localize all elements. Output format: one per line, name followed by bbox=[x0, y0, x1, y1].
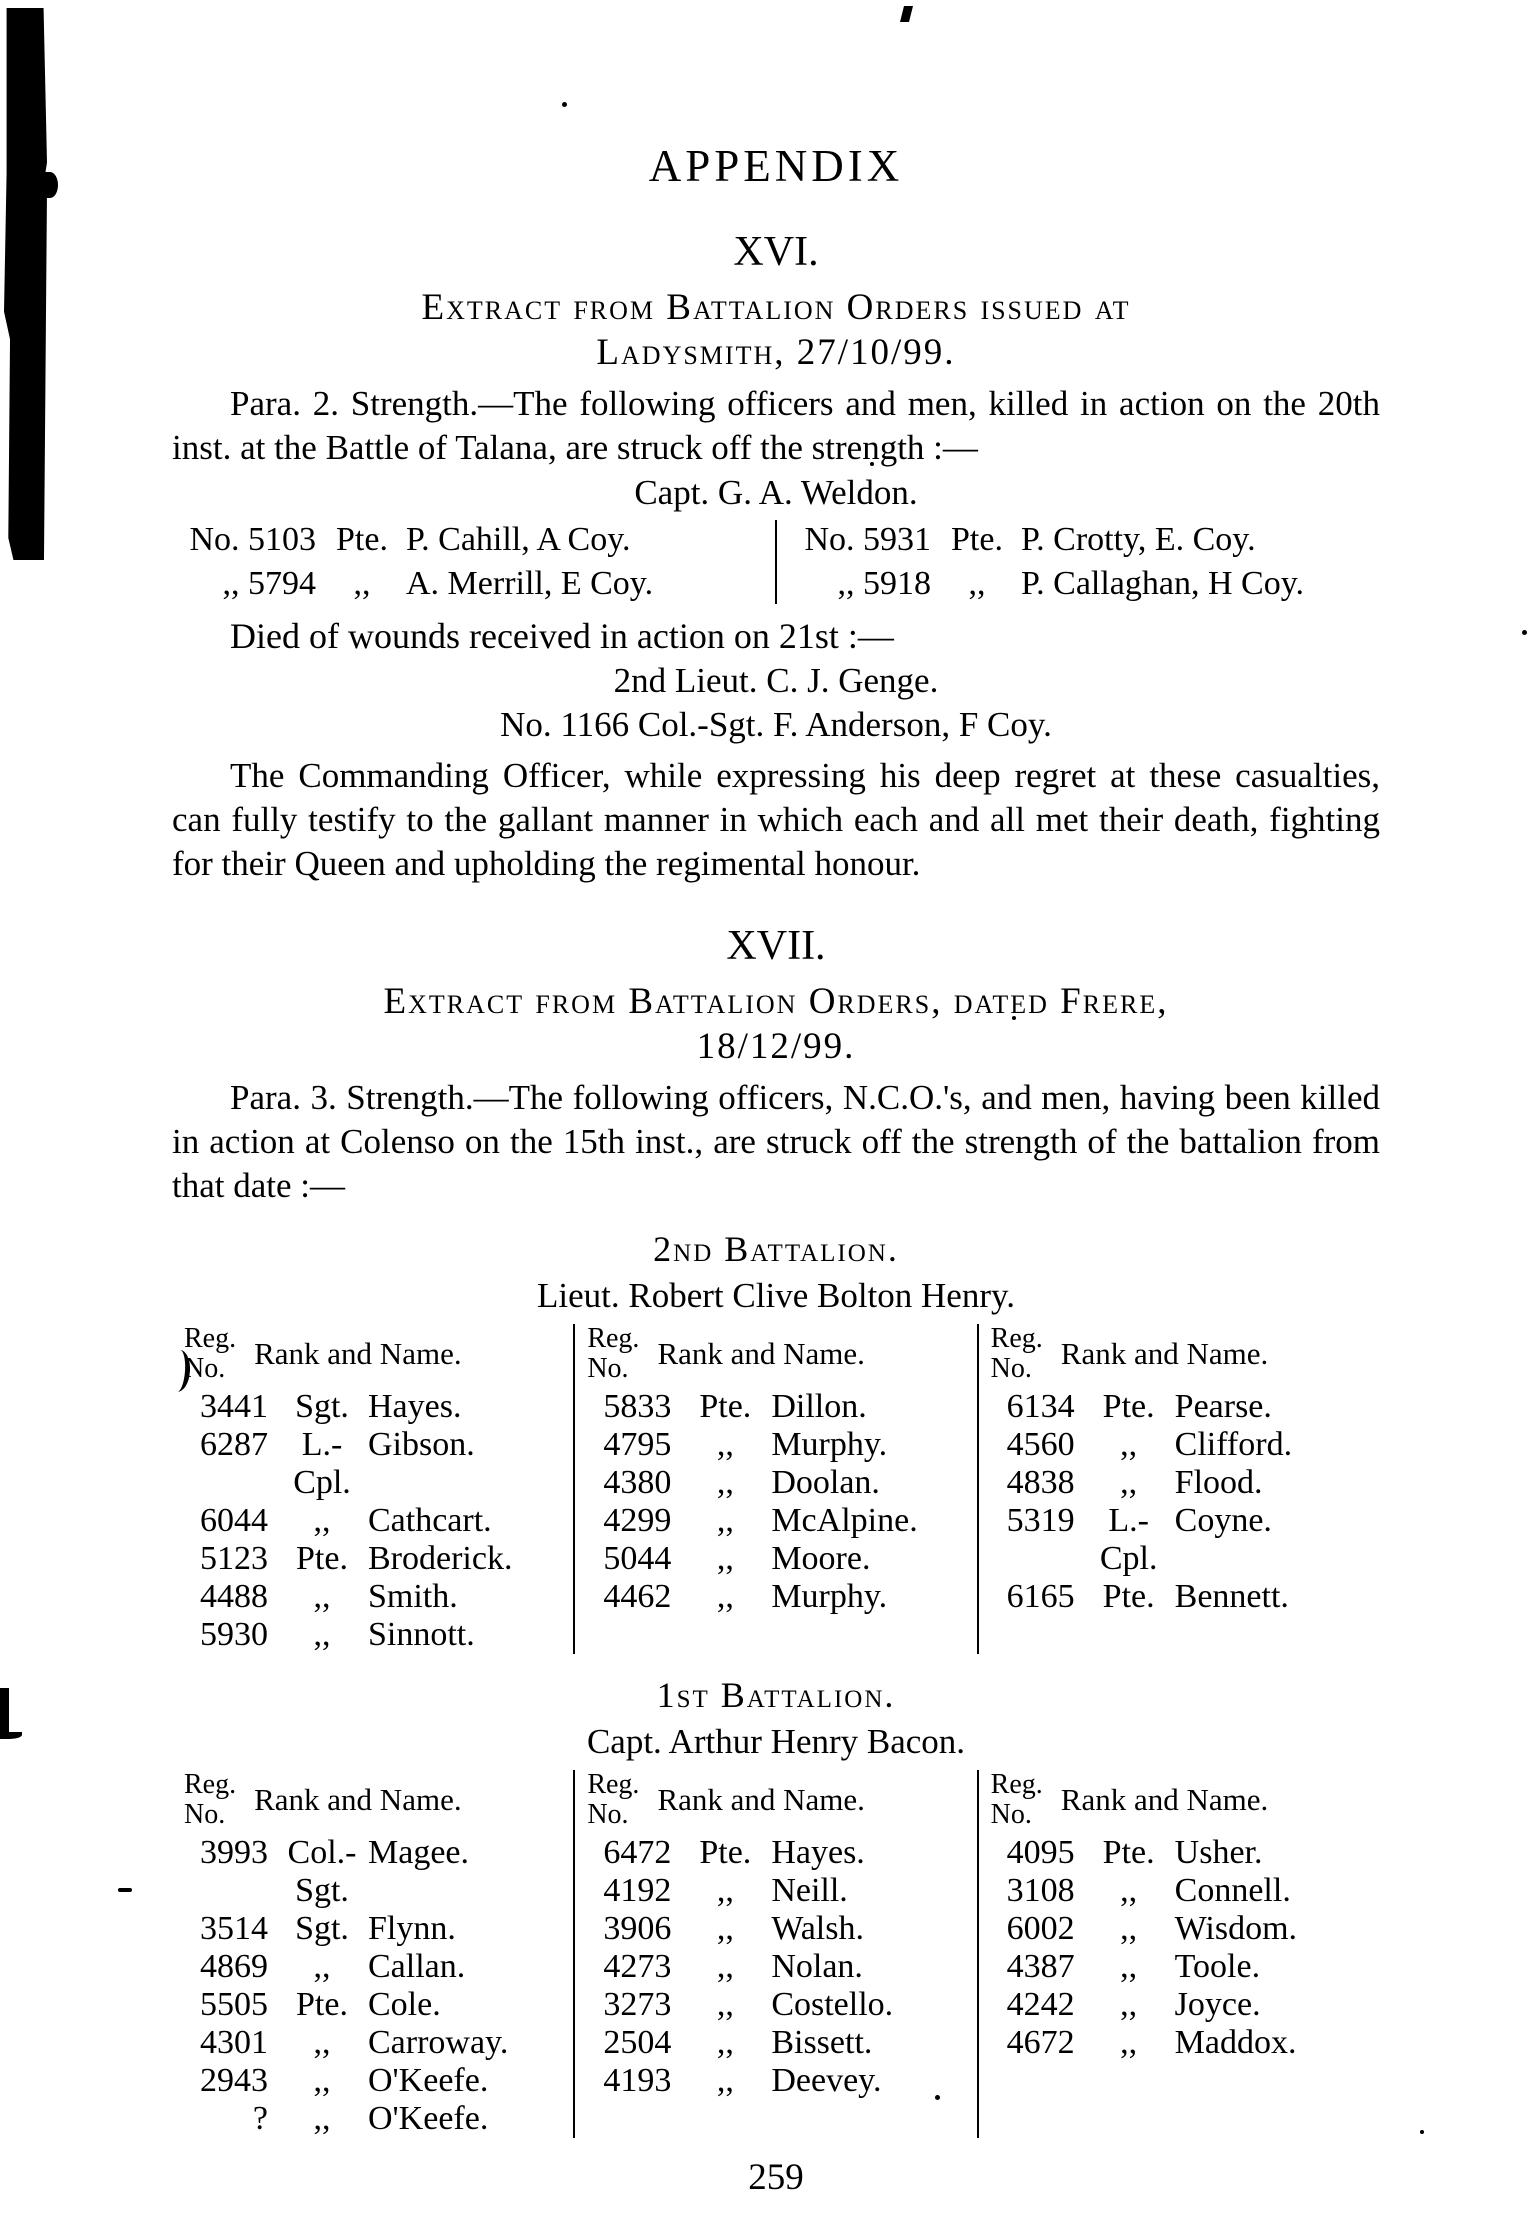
cell-name: Wisdom. bbox=[1174, 1910, 1298, 1947]
header-no-label: No. bbox=[184, 1353, 226, 1384]
header-rank-and-name: Rank and Name. bbox=[254, 1336, 462, 1371]
cell-rank: Pte. bbox=[1102, 1388, 1155, 1425]
cell-reg-no: 4242 bbox=[1006, 1986, 1075, 2023]
table-row bbox=[587, 1986, 968, 2024]
scan-artifact-bar bbox=[4, 8, 47, 560]
scan-artifact-bump bbox=[42, 172, 58, 198]
battalion-column bbox=[573, 1324, 976, 1654]
table-row bbox=[991, 1948, 1372, 1986]
cell-reg-no: 6165 bbox=[1006, 1578, 1075, 1615]
cell-reg-no: 3993 bbox=[200, 1834, 268, 1871]
table-row bbox=[991, 1910, 1372, 1948]
header-reg-no bbox=[184, 1324, 236, 1384]
cell-rank: ,, bbox=[1120, 1948, 1138, 1985]
cell-name: Toole. bbox=[1174, 1948, 1261, 1985]
cell-reg-no: 3273 bbox=[603, 1986, 672, 2023]
cell-name: Flood. bbox=[1174, 1464, 1263, 1501]
cell-name: Pearse. bbox=[1174, 1388, 1272, 1425]
casualty-rank: ,, bbox=[968, 565, 986, 602]
casualty-column-right bbox=[787, 518, 1380, 606]
table-row bbox=[184, 2062, 565, 2100]
cell-rank: ,, bbox=[313, 2100, 331, 2137]
scan-artifact-hook-foot bbox=[0, 1732, 22, 1739]
cell-reg-no: 4387 bbox=[1006, 1948, 1075, 1985]
cell-name: Hayes. bbox=[368, 1388, 462, 1425]
casualty-row bbox=[787, 518, 1380, 562]
cell-reg-no: 5123 bbox=[200, 1540, 268, 1577]
casualty-rank: ,, bbox=[353, 565, 371, 602]
cell-name: Sinnott. bbox=[368, 1616, 475, 1653]
cell-rank: Pte. bbox=[296, 1540, 348, 1577]
cell-name: Doolan. bbox=[771, 1464, 880, 1501]
cell-reg-no: 4869 bbox=[200, 1948, 268, 1985]
cell-rank: ,, bbox=[1120, 1986, 1138, 2023]
column-divider bbox=[775, 520, 777, 604]
table-row bbox=[991, 1502, 1372, 1578]
battalion-2nd-officer: Lieut. Robert Clive Bolton Henry. bbox=[537, 1276, 1015, 1315]
battalion-column bbox=[573, 1770, 976, 2138]
header-reg-label: Reg. bbox=[184, 1769, 237, 1800]
header-rank-and-name: Rank and Name. bbox=[1060, 1782, 1269, 1817]
table-row bbox=[184, 1426, 565, 1502]
cell-rank: ,, bbox=[716, 2024, 734, 2061]
header-reg-no bbox=[991, 1770, 1043, 1830]
cell-name: Bennett. bbox=[1174, 1578, 1289, 1615]
cell-name: Neill. bbox=[771, 1872, 848, 1909]
cell-name: Connell. bbox=[1174, 1872, 1291, 1909]
cell-name: O'Keefe. bbox=[368, 2062, 489, 2099]
table-header bbox=[184, 1324, 565, 1384]
casualty-rank: Pte. bbox=[951, 521, 1003, 558]
appendix-title: APPENDIX bbox=[648, 141, 904, 191]
cell-rank: ,, bbox=[1120, 1910, 1138, 1947]
table-row bbox=[587, 2062, 968, 2100]
para-strength-xvii: Para. 3. Strength.—The following officers, N.C.O.'s, and men, having been killed in action at Colenso on the 15th inst., are struck off the strength of the battalion from that date :— bbox=[172, 1078, 1380, 1205]
scan-artifact-dot bbox=[1522, 630, 1527, 635]
cell-rank: ,, bbox=[1120, 1426, 1138, 1463]
cell-reg-no: 4838 bbox=[1006, 1464, 1075, 1501]
cell-rank: ,, bbox=[313, 2062, 331, 2099]
header-no-label: No. bbox=[990, 1353, 1032, 1384]
table-row bbox=[587, 1948, 968, 1986]
battalion-2nd-table bbox=[172, 1324, 1380, 1654]
table-header bbox=[587, 1770, 968, 1830]
cell-name: Magee. bbox=[368, 1834, 470, 1871]
cell-rank: ,, bbox=[1120, 2024, 1138, 2061]
cell-name: Flynn. bbox=[368, 1910, 456, 1947]
cell-rank: ,, bbox=[1120, 1464, 1138, 1501]
table-header bbox=[587, 1324, 968, 1384]
cell-rank: L.-Cpl. bbox=[1099, 1502, 1158, 1577]
page-content bbox=[172, 140, 1380, 2199]
cell-reg-no: 5930 bbox=[200, 1616, 268, 1653]
cell-name: McAlpine. bbox=[771, 1502, 918, 1539]
cell-name: Costello. bbox=[771, 1986, 894, 2023]
cell-name: Gibson. bbox=[368, 1426, 475, 1463]
table-row bbox=[587, 1464, 968, 1502]
table-row bbox=[587, 1540, 968, 1578]
table-row bbox=[991, 2024, 1372, 2062]
table-row bbox=[587, 1834, 968, 1872]
section-xvii-heading: Extract from Battalion Orders, dated Frere, bbox=[383, 981, 1169, 1022]
cell-reg-no: 6287 bbox=[200, 1426, 268, 1463]
cell-rank: Col.-Sgt. bbox=[287, 1834, 357, 1909]
cell-reg-no: 4672 bbox=[1006, 2024, 1075, 2061]
casualty-reg-no: ,, 5918 bbox=[837, 565, 931, 602]
casualty-name: P. Callaghan, H Coy. bbox=[1021, 565, 1305, 602]
cell-reg-no: 2504 bbox=[603, 2024, 672, 2061]
table-row bbox=[184, 1502, 565, 1540]
battalion-column bbox=[172, 1770, 573, 2138]
cell-rank: ,, bbox=[716, 1426, 734, 1463]
cell-rank: Sgt. bbox=[295, 1388, 349, 1425]
cell-name: Murphy. bbox=[771, 1426, 888, 1463]
table-row bbox=[991, 1464, 1372, 1502]
cell-name: Cathcart. bbox=[368, 1502, 492, 1539]
cell-reg-no: 4560 bbox=[1006, 1426, 1075, 1463]
header-rank-and-name: Rank and Name. bbox=[254, 1782, 462, 1817]
cell-reg-no: 6044 bbox=[200, 1502, 268, 1539]
table-row bbox=[991, 1426, 1372, 1464]
header-rank-and-name: Rank and Name. bbox=[1060, 1336, 1269, 1371]
cell-reg-no: 6472 bbox=[603, 1834, 672, 1871]
table-row bbox=[184, 1910, 565, 1948]
cell-rank: ,, bbox=[716, 1910, 734, 1947]
table-header bbox=[184, 1770, 565, 1830]
table-row bbox=[991, 1872, 1372, 1910]
cell-reg-no: 4488 bbox=[200, 1578, 268, 1615]
cell-rank: ,, bbox=[313, 1502, 331, 1539]
scan-artifact-dash bbox=[118, 1888, 132, 1892]
header-reg-no bbox=[587, 1770, 639, 1830]
table-row bbox=[184, 2100, 565, 2138]
para-strength-xvi: Para. 2. Strength.—The following officers and men, killed in action on the 20th inst. at the Battle of Talana, are struck off the strength :— bbox=[172, 384, 1380, 467]
officer-killed-weldon: Capt. G. A. Weldon. bbox=[634, 473, 918, 512]
cell-reg-no: 3108 bbox=[1006, 1872, 1075, 1909]
battalion-column bbox=[977, 1770, 1380, 2138]
cell-reg-no: 4192 bbox=[603, 1872, 672, 1909]
header-reg-label: Reg. bbox=[587, 1323, 640, 1354]
casualty-reg-no: No. 5931 bbox=[804, 521, 931, 558]
table-header bbox=[991, 1770, 1372, 1830]
section-xvi-heading-place-date: Ladysmith, 27/10/99. bbox=[596, 332, 956, 373]
header-no-label: No. bbox=[587, 1799, 629, 1830]
cell-name: Walsh. bbox=[771, 1910, 864, 1947]
battalion-column bbox=[172, 1324, 573, 1654]
cell-rank: ,, bbox=[716, 1540, 734, 1577]
cell-name: Callan. bbox=[368, 1948, 466, 1985]
cell-rank: ,, bbox=[716, 1986, 734, 2023]
cell-name: Smith. bbox=[368, 1578, 458, 1615]
cell-name: Maddox. bbox=[1174, 2024, 1297, 2061]
table-row bbox=[184, 1834, 565, 1910]
cell-name: Murphy. bbox=[771, 1578, 888, 1615]
header-reg-no bbox=[184, 1770, 236, 1830]
header-rank-and-name: Rank and Name. bbox=[657, 1336, 865, 1371]
cell-name: Bissett. bbox=[771, 2024, 873, 2061]
table-row bbox=[184, 1986, 565, 2024]
scan-artifact-dot bbox=[562, 102, 567, 107]
header-no-label: No. bbox=[587, 1353, 629, 1384]
cell-reg-no: 3514 bbox=[200, 1910, 268, 1947]
header-reg-no bbox=[587, 1324, 639, 1384]
scan-artifact-dot bbox=[1420, 2130, 1424, 2134]
table-row bbox=[991, 1388, 1372, 1426]
battalion-1st-table bbox=[172, 1770, 1380, 2138]
scan-artifact-tick bbox=[900, 6, 913, 22]
cell-reg-no: 3906 bbox=[603, 1910, 672, 1947]
table-header bbox=[991, 1324, 1372, 1384]
cell-name: Deevey. bbox=[771, 2062, 882, 2099]
table-row bbox=[991, 1834, 1372, 1872]
cell-reg-no: 4095 bbox=[1006, 1834, 1075, 1871]
section-xvi-heading: Extract from Battalion Orders issued at bbox=[421, 287, 1131, 328]
casualty-row bbox=[172, 562, 765, 606]
cell-rank: Pte. bbox=[1102, 1578, 1155, 1615]
cell-name: Clifford. bbox=[1174, 1426, 1293, 1463]
battalion-1st-title: 1st Battalion. bbox=[656, 1675, 896, 1715]
casualty-list bbox=[172, 518, 1380, 606]
header-no-label: No. bbox=[990, 1799, 1032, 1830]
cell-reg-no: 5044 bbox=[603, 1540, 672, 1577]
cell-reg-no: 3441 bbox=[200, 1388, 268, 1425]
cell-rank: ,, bbox=[313, 1948, 331, 1985]
table-row bbox=[587, 1388, 968, 1426]
died-of-wounds-line: Died of wounds received in action on 21st :— bbox=[230, 616, 894, 656]
cell-reg-no: 4299 bbox=[603, 1502, 672, 1539]
cell-reg-no: 2943 bbox=[200, 2062, 268, 2099]
cell-reg-no: ? bbox=[252, 2100, 268, 2137]
cell-name: Usher. bbox=[1174, 1834, 1263, 1871]
battalion-1st-officer: Capt. Arthur Henry Bacon. bbox=[586, 1722, 966, 1761]
casualty-reg-no: ,, 5794 bbox=[222, 565, 316, 602]
cell-reg-no: 6134 bbox=[1006, 1388, 1075, 1425]
cell-rank: Pte. bbox=[296, 1986, 348, 2023]
cell-name: Carroway. bbox=[368, 2024, 509, 2061]
table-row bbox=[184, 2024, 565, 2062]
cell-reg-no: 4380 bbox=[603, 1464, 672, 1501]
cell-name: Nolan. bbox=[771, 1948, 863, 1985]
table-row bbox=[587, 1502, 968, 1540]
cell-name: Hayes. bbox=[771, 1834, 865, 1871]
casualty-rank: Pte. bbox=[336, 521, 388, 558]
header-reg-label: Reg. bbox=[990, 1769, 1043, 1800]
casualty-reg-no: No. 5103 bbox=[189, 521, 316, 558]
header-reg-label: Reg. bbox=[990, 1323, 1043, 1354]
cell-rank: ,, bbox=[716, 1464, 734, 1501]
page-number: 259 bbox=[748, 2157, 804, 2198]
cell-name: Dillon. bbox=[771, 1388, 867, 1425]
cell-reg-no: 5833 bbox=[603, 1388, 672, 1425]
cell-reg-no: 6002 bbox=[1006, 1910, 1075, 1947]
casualty-name: A. Merrill, E Coy. bbox=[406, 565, 654, 602]
cell-rank: Sgt. bbox=[295, 1910, 349, 1947]
header-reg-label: Reg. bbox=[184, 1323, 237, 1354]
cell-rank: ,, bbox=[716, 1502, 734, 1539]
cell-reg-no: 4273 bbox=[603, 1948, 672, 1985]
cell-reg-no: 4301 bbox=[200, 2024, 268, 2061]
cell-rank: ,, bbox=[716, 1872, 734, 1909]
cell-rank: ,, bbox=[1120, 1872, 1138, 1909]
died-officer-genge: 2nd Lieut. C. J. Genge. bbox=[613, 661, 939, 700]
casualty-name: P. Cahill, A Coy. bbox=[406, 521, 631, 558]
scan-artifact-hook bbox=[0, 1688, 9, 1738]
cell-rank: Pte. bbox=[699, 1834, 752, 1871]
table-row bbox=[184, 1616, 565, 1654]
table-row bbox=[184, 1948, 565, 1986]
table-row bbox=[587, 1872, 968, 1910]
cell-name: O'Keefe. bbox=[368, 2100, 489, 2137]
section-xvii-heading-date: 18/12/99. bbox=[696, 1026, 856, 1067]
cell-reg-no: 4193 bbox=[603, 2062, 672, 2099]
cell-rank: L.-Cpl. bbox=[293, 1426, 351, 1501]
cell-rank: Pte. bbox=[1102, 1834, 1155, 1871]
header-no-label: No. bbox=[184, 1799, 226, 1830]
battalion-column bbox=[977, 1324, 1380, 1654]
cell-name: Broderick. bbox=[368, 1540, 513, 1577]
table-row bbox=[184, 1540, 565, 1578]
cell-rank: ,, bbox=[313, 2024, 331, 2061]
cell-reg-no: 5505 bbox=[200, 1986, 268, 2023]
casualty-name: P. Crotty, E. Coy. bbox=[1021, 521, 1256, 558]
para-tribute: The Commanding Officer, while expressing his deep regret at these casualties, can fully testify to the gallant manner in which each and all met their death, fighting for their Queen and upholding the regimental honour. bbox=[172, 756, 1380, 883]
battalion-2nd-title: 2nd Battalion. bbox=[653, 1229, 899, 1269]
table-row bbox=[991, 1986, 1372, 2024]
section-xvii-numeral: XVII. bbox=[726, 923, 826, 969]
table-row bbox=[587, 1578, 968, 1616]
casualty-row bbox=[172, 518, 765, 562]
table-row bbox=[184, 1578, 565, 1616]
cell-reg-no: 5319 bbox=[1006, 1502, 1075, 1539]
cell-name: Coyne. bbox=[1174, 1502, 1272, 1539]
table-row bbox=[587, 1910, 968, 1948]
section-xvi-numeral: XVI. bbox=[733, 229, 819, 275]
casualty-column-left bbox=[172, 518, 765, 606]
cell-name: Joyce. bbox=[1174, 1986, 1261, 2023]
cell-name: Moore. bbox=[771, 1540, 871, 1577]
header-reg-label: Reg. bbox=[587, 1769, 640, 1800]
header-rank-and-name: Rank and Name. bbox=[657, 1782, 865, 1817]
cell-rank: ,, bbox=[716, 2062, 734, 2099]
cell-rank: Pte. bbox=[699, 1388, 752, 1425]
table-row bbox=[587, 2024, 968, 2062]
cell-rank: ,, bbox=[313, 1616, 331, 1653]
cell-rank: ,, bbox=[313, 1578, 331, 1615]
died-nco-anderson: No. 1166 Col.-Sgt. F. Anderson, F Coy. bbox=[500, 705, 1052, 744]
cell-reg-no: 4462 bbox=[603, 1578, 672, 1615]
cell-name: Cole. bbox=[368, 1986, 441, 2023]
cell-reg-no: 4795 bbox=[603, 1426, 672, 1463]
cell-rank: ,, bbox=[716, 1948, 734, 1985]
cell-rank: ,, bbox=[716, 1578, 734, 1615]
table-row bbox=[991, 1578, 1372, 1616]
casualty-row bbox=[787, 562, 1380, 606]
table-row bbox=[184, 1388, 565, 1426]
table-row bbox=[587, 1426, 968, 1464]
header-reg-no bbox=[991, 1324, 1043, 1384]
